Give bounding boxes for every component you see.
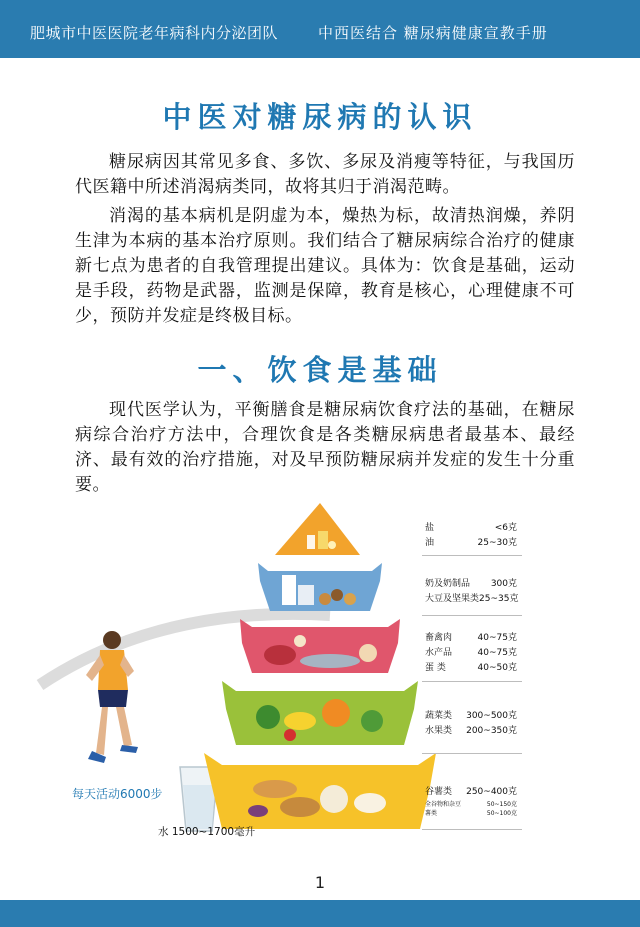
- food-amounts-dairy-nuts: [425, 577, 517, 607]
- food-line: [425, 577, 517, 592]
- divider: [422, 681, 522, 682]
- pyramid-level-dairy-nuts: [258, 563, 382, 611]
- food-name: 蛋 类: [425, 663, 446, 673]
- section-title-diet: 一、饮食是基础: [197, 353, 443, 387]
- pyramid-level-meat-fish-egg: [240, 619, 400, 673]
- food-name: 畜禽肉: [425, 633, 453, 643]
- food-line: [425, 785, 517, 800]
- food-line: [425, 592, 517, 607]
- paragraph-diet: 现代医学认为，平衡膳食是糖尿病饮食疗法的基础，在糖尿病综合治疗方法中，合理饮食是各类糖尿病患者最基本、最经济、最有效的治疗措施，对及早预防糖尿病并发症的发生十分重要。: [75, 400, 575, 495]
- pyramid-level-vegetables-fruits: [222, 681, 418, 745]
- activity-label: 每天活动6000步: [72, 787, 163, 801]
- header-organization: 肥城市中医医院老年病科内分泌团队: [30, 24, 279, 42]
- food-amount: 40~75克: [477, 633, 517, 643]
- food-line: [425, 646, 517, 661]
- food-amount: 300克: [490, 579, 517, 589]
- food-amount: 250~400克: [466, 787, 517, 797]
- food-name: 油: [425, 538, 435, 548]
- food-amount: <6克: [494, 523, 517, 533]
- food-name: 薯类: [425, 810, 438, 817]
- food-line: [425, 661, 517, 676]
- header-booklet-title: 中西医结合 糖尿病健康宣教手册: [318, 24, 548, 42]
- page-header: [0, 0, 640, 58]
- food-pyramid: [0, 495, 640, 865]
- food-amount: 25~35克: [479, 594, 519, 604]
- food-name: 水果类: [425, 726, 453, 736]
- food-line: [425, 521, 517, 536]
- food-amount: 50~150克: [486, 801, 517, 808]
- food-name: 奶及奶制品: [425, 579, 471, 589]
- food-amount: 300~500克: [466, 711, 517, 721]
- food-line: [425, 631, 517, 646]
- food-name: 谷薯类: [425, 787, 453, 797]
- food-amount: 50~100克: [486, 810, 517, 817]
- page-number: 1: [314, 873, 326, 892]
- water-label: 水 1500~1700毫升: [158, 826, 256, 838]
- pyramid-level-grains: [204, 753, 436, 829]
- food-amount: 40~50克: [477, 663, 517, 673]
- divider: [422, 615, 522, 616]
- food-line: [425, 724, 517, 739]
- page-footer-bar: [0, 900, 640, 927]
- food-name: 全谷物和杂豆: [425, 801, 462, 808]
- food-name: 盐: [425, 523, 435, 533]
- food-amount: 200~350克: [466, 726, 517, 736]
- food-amounts-oil-salt: [425, 521, 517, 551]
- food-amount: 40~75克: [477, 648, 517, 658]
- food-amounts-vegetables-fruits: [425, 709, 517, 739]
- food-name: 大豆及坚果类: [425, 594, 480, 604]
- food-pyramid-graphic: [0, 495, 640, 865]
- paragraph-tcm-1: 糖尿病因其常见多食、多饮、多尿及消瘦等特征，与我国历代医籍中所述消渴病类同，故将其归于消渴范畴。: [75, 152, 575, 197]
- food-amounts-meat-fish-egg: [425, 631, 517, 676]
- food-line: [425, 800, 517, 809]
- food-line: [425, 709, 517, 724]
- food-name: 水产品: [425, 648, 453, 658]
- divider: [422, 753, 522, 754]
- food-amounts-grains: [425, 785, 517, 818]
- divider: [422, 829, 522, 830]
- food-name: 蔬菜类: [425, 711, 453, 721]
- pyramid-level-oil-salt: [275, 503, 360, 555]
- food-line: [425, 536, 517, 551]
- section-title-tcm: 中医对糖尿病的认识: [162, 100, 478, 134]
- paragraph-tcm-2: 消渴的基本病机是阴虚为本，燥热为标，故清热润燥，养阴生津为本病的基本治疗原则。我们结合了糖尿病综合治疗的健康新七点为患者的自我管理提出建议。具体为：饮食是基础，运动是手段，药物是武器，监测是保障，教育是核心，心理健康不可少，预防并发症是终极目标。: [75, 206, 575, 326]
- divider: [422, 555, 522, 556]
- food-line: [425, 809, 517, 818]
- food-amount: 25~30克: [477, 538, 517, 548]
